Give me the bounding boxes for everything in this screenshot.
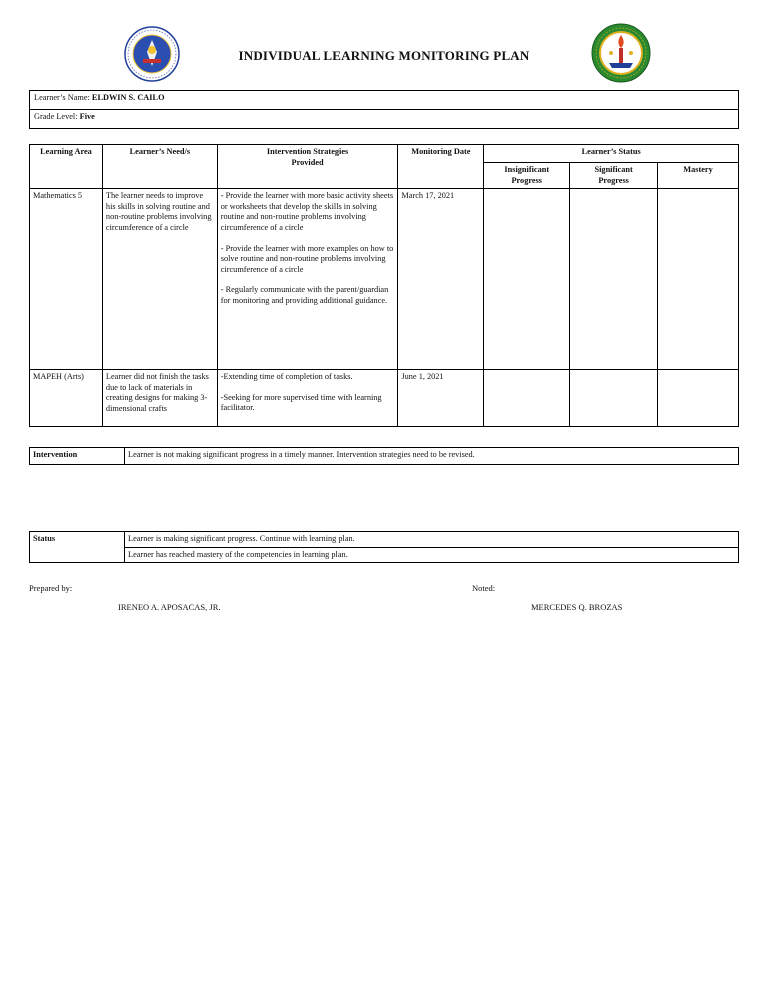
prepared-by-name: IRENEO A. APOSACAS, JR. xyxy=(118,602,221,612)
row-mastery-cell xyxy=(658,189,739,370)
document-title: INDIVIDUAL LEARNING MONITORING PLAN xyxy=(238,48,530,63)
grade-level-label: Grade Level: xyxy=(34,112,78,121)
strategy-item: - Regularly communicate with the parent/guardian for monitoring and providing additional guidance. xyxy=(220,285,389,305)
row-strategies xyxy=(217,370,398,427)
header-learner-needs: Learner’s Need/s xyxy=(102,145,217,189)
header-insignificant-line2: Progress xyxy=(511,175,543,185)
row-monitoring-date: June 1, 2021 xyxy=(398,370,484,427)
grade-level-cell xyxy=(30,110,739,129)
header-intervention-strategies xyxy=(217,145,398,189)
header-insignificant-line1: Insignificant xyxy=(504,165,550,174)
header-monitoring-date: Monitoring Date xyxy=(398,145,484,189)
row-learner-need: Learner did not finish the tasks due to lack of materials in creating designs for making 3-dimensional crafts xyxy=(102,370,217,427)
row-monitoring-date: March 17, 2021 xyxy=(398,189,484,370)
row-learning-area: MAPEH (Arts) xyxy=(30,370,103,427)
row-mastery-cell xyxy=(658,370,739,427)
learner-info-table xyxy=(29,90,739,129)
row-learning-area: Mathematics 5 xyxy=(30,189,103,370)
strategy-item: -Seeking for more supervised time with learning facilitator. xyxy=(220,392,382,413)
status-table xyxy=(29,531,739,563)
status-label: Status xyxy=(30,532,125,563)
intervention-label: Intervention xyxy=(30,448,125,465)
row-insignificant-cell xyxy=(484,370,570,427)
table-row xyxy=(30,370,739,427)
header-learning-area: Learning Area xyxy=(30,145,103,189)
header-mastery: Mastery xyxy=(658,163,739,189)
noted-label: Noted: xyxy=(472,583,496,593)
row-strategies xyxy=(217,189,398,370)
row-insignificant-cell xyxy=(484,189,570,370)
header-significant-progress xyxy=(570,163,658,189)
header-learner-status: Learner’s Status xyxy=(484,145,739,163)
header-insignificant-progress xyxy=(484,163,570,189)
row-significant-cell xyxy=(570,370,658,427)
learner-name-value: ELDWIN S. CAILO xyxy=(91,93,165,102)
noted-name: MERCEDES Q. BROZAS xyxy=(531,602,623,612)
table-row xyxy=(30,189,739,370)
strategy-item: - Provide the learner with more examples on how to solve routine and non-routine problems involving circumference of a circle xyxy=(220,243,394,274)
strategy-item: -Extending time of completion of tasks. xyxy=(220,372,353,382)
row-learner-need: The learner needs to improve his skills in solving routine and non-routine problems involving circumference of a circle xyxy=(102,189,217,370)
prepared-by-label: Prepared by: xyxy=(29,583,73,593)
strategy-item: - Provide the learner with more basic activity sheets or worksheets that develop the skills in solving routine and non-routine problems involving circumference of a circle xyxy=(220,191,394,232)
intervention-text: Learner is not making significant progress in a timely manner. Intervention strategies need to be revised. xyxy=(125,448,739,465)
intervention-table xyxy=(29,447,739,465)
status-line2: Learner has reached mastery of the competencies in learning plan. xyxy=(125,547,739,563)
status-line1: Learner is making significant progress. Continue with learning plan. xyxy=(125,532,739,548)
header-strategies-line2: Provided xyxy=(291,157,324,167)
header-strategies-line1: Intervention Strategies xyxy=(266,147,349,156)
header-significant-line2: Progress xyxy=(598,175,629,185)
row-significant-cell xyxy=(570,189,658,370)
learner-name-label: Learner’s Name: xyxy=(34,93,90,102)
monitoring-plan-table xyxy=(29,144,739,427)
header-significant-line1: Significant xyxy=(594,165,633,174)
learner-name-cell xyxy=(30,91,739,110)
grade-level-value: Five xyxy=(79,112,95,121)
